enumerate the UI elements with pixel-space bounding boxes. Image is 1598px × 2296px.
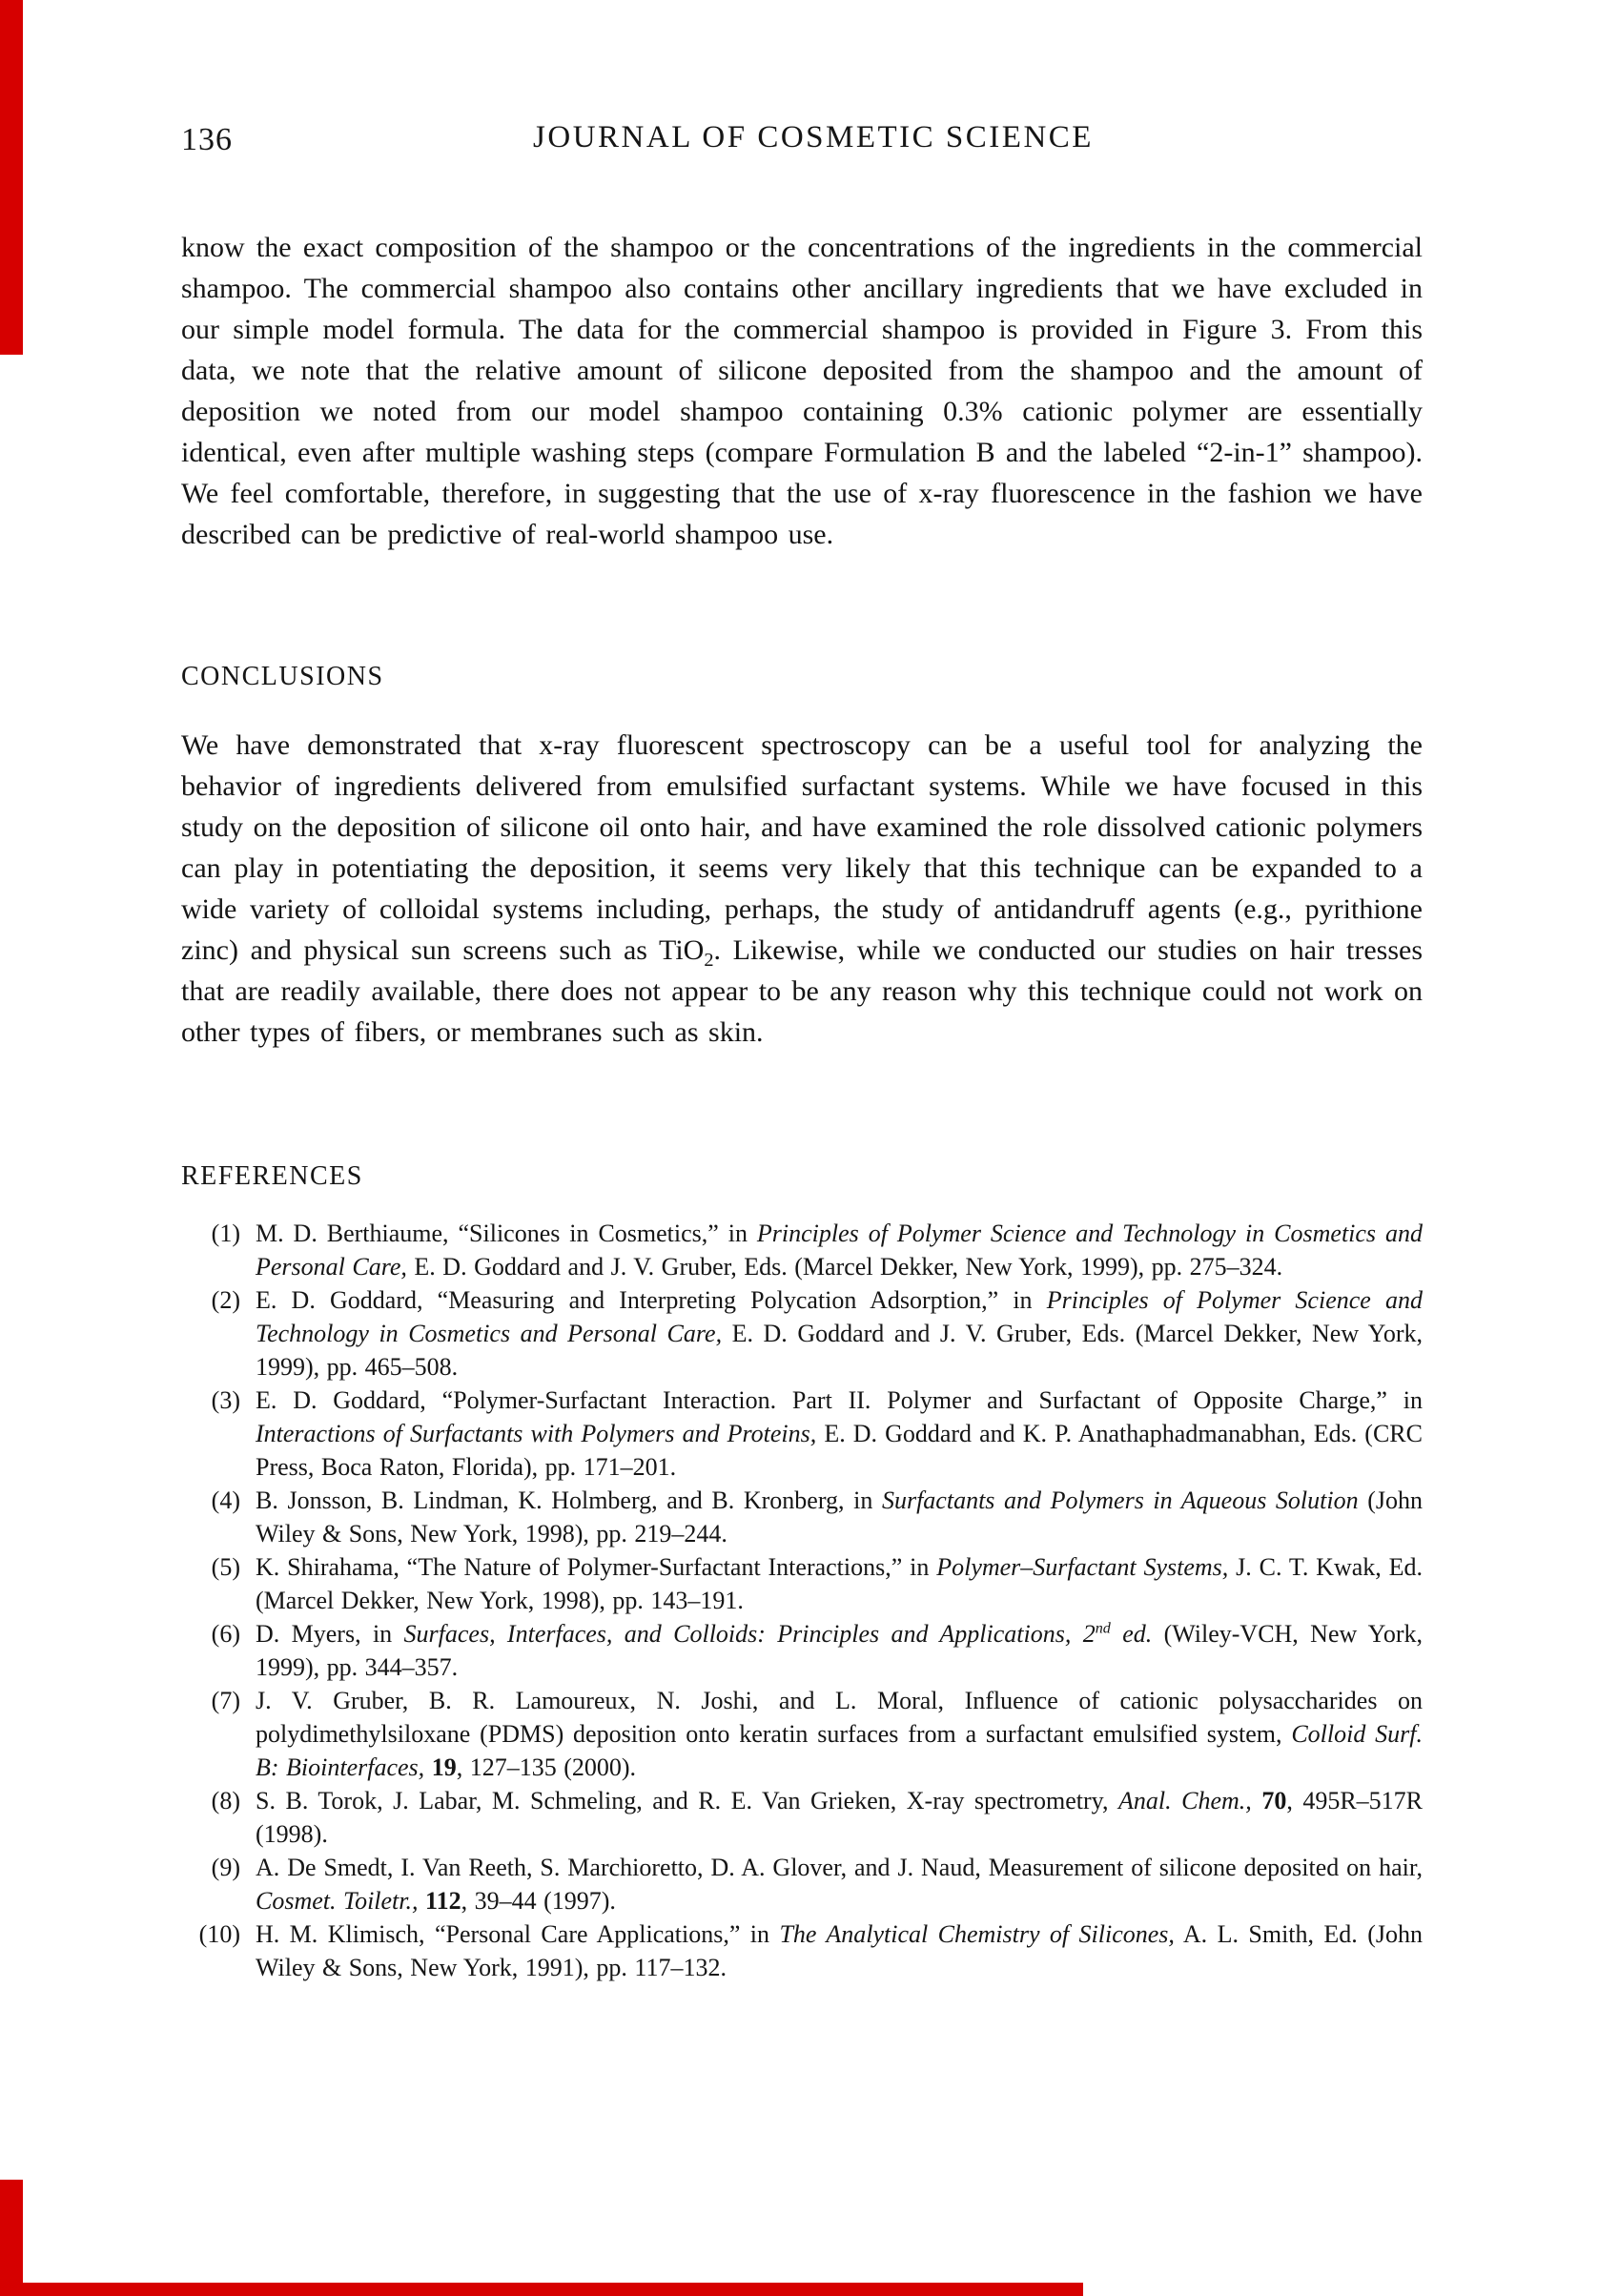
text-segment: Anal. Chem., xyxy=(1117,1787,1252,1814)
intro-paragraph: know the exact composition of the shampoo or the concentrations of the ingredients in the commercial shampoo. The commercial shampoo also contains other ancillary ingredients that we have excluded in our simple model formula. The data for the commercial shampoo is provided in Figure 3. From this data, we note that the relative amount of silicone deposited from the shampoo and the amount of deposition we noted from our model shampoo containing 0.3% cationic polymer are essentially identical, even after multiple washing steps (compare Formulation B and the labeled “2-in-1” shampoo). We feel comfortable, therefore, in suggesting that the use of x-ray fluorescence in the fashion we have described can be predictive of real-world shampoo use. xyxy=(181,232,1423,550)
scan-artifact-strip-bottom xyxy=(0,2283,1083,2296)
text-segment: Surfaces, Interfaces, and Colloids: Principles and Applications, xyxy=(403,1620,1072,1648)
reference-number: (1) xyxy=(211,1220,240,1247)
page-number: 136 xyxy=(181,122,233,157)
reference-text xyxy=(256,1286,1423,1381)
text-segment: J. C. T. Kwak, Ed. (Marcel Dekker, New York, 1998), pp. 143–191. xyxy=(256,1553,1423,1614)
text-segment: Polymer–Surfactant Systems, xyxy=(936,1553,1229,1581)
reference-number: (5) xyxy=(211,1553,240,1581)
text-segment: B. Jonsson, B. Lindman, K. Holmberg, and B. Kronberg, in xyxy=(256,1486,882,1514)
reference-item xyxy=(181,1384,1423,1484)
text-segment: 2 xyxy=(1071,1620,1096,1648)
reference-item xyxy=(181,1784,1423,1851)
text-segment: E. D. Goddard and J. V. Gruber, Eds. (Marcel Dekker, New York, 1999), pp. 275–324. xyxy=(406,1253,1283,1281)
text-segment: D. Myers, in xyxy=(256,1620,404,1648)
reference-number: (3) xyxy=(211,1386,240,1414)
reference-text xyxy=(256,1687,1423,1781)
text-segment: E. D. Goddard and J. V. Gruber, Eds. (Marcel Dekker, New York, 1999), pp. 465–508. xyxy=(256,1320,1423,1381)
text-segment: , 39–44 (1997). xyxy=(461,1887,616,1915)
text-segment: 70 xyxy=(1261,1787,1287,1814)
reference-number: (10) xyxy=(198,1920,240,1948)
journal-title: JOURNAL OF COSMETIC SCIENCE xyxy=(533,120,1094,154)
text-segment: S. B. Torok, J. Labar, M. Schmeling, and R. E. Van Grieken, X-ray spectrometry, xyxy=(256,1787,1118,1814)
reference-item xyxy=(181,1550,1423,1617)
reference-number: (6) xyxy=(211,1620,240,1648)
reference-item xyxy=(181,1484,1423,1550)
reference-text xyxy=(256,1620,1423,1681)
text-segment xyxy=(1252,1787,1262,1814)
text-segment: 112 xyxy=(425,1887,461,1915)
text-segment: Surfactants and Polymers in Aqueous Solution xyxy=(881,1486,1359,1514)
references-heading: REFERENCES xyxy=(181,1161,363,1191)
reference-item xyxy=(181,1684,1423,1784)
text-segment: We have demonstrated that x-ray fluorescent spectroscopy can be a useful tool for analyzing the behavior of ingredients delivered from emulsified surfactant systems. While we have focused in this study on the deposition of silicone oil onto hair, and have examined the role dissolved cationic polymers can play in potentiating the deposition, it seems very likely that this technique can be expanded to a wide variety of colloidal systems including, perhaps, the study of antidandruff agents (e.g., pyrithione zinc) and physical sun screens such as TiO xyxy=(181,729,1423,966)
reference-number: (7) xyxy=(211,1687,240,1714)
text-segment: (John Wiley & Sons, New York, 1998), pp. 219–244. xyxy=(256,1486,1423,1548)
text-segment: J. V. Gruber, B. R. Lamoureux, N. Joshi, and L. Moral, Influence of cationic polysaccharides on polydimethylsiloxane (PDMS) deposition onto keratin surfaces from a surfactant emulsified system, xyxy=(256,1687,1423,1748)
text-segment: A. L. Smith, Ed. (John Wiley & Sons, New York, 1991), pp. 117–132. xyxy=(256,1920,1423,1981)
text-segment: M. D. Berthiaume, “Silicones in Cosmetics,” in xyxy=(256,1220,757,1247)
reference-item xyxy=(181,1851,1423,1917)
reference-text xyxy=(256,1220,1423,1281)
text-segment: Cosmet. Toiletr., xyxy=(256,1887,419,1915)
text-segment: The Analytical Chemistry of Silicones, xyxy=(779,1920,1175,1948)
reference-text xyxy=(256,1553,1423,1614)
text-segment: , 127–135 (2000). xyxy=(456,1753,637,1781)
text-segment: 19 xyxy=(431,1753,457,1781)
reference-text xyxy=(256,1787,1423,1848)
text-segment: Colloid Surf. B: Biointerfaces, xyxy=(256,1720,1423,1781)
text-segment: A. De Smedt, I. Van Reeth, S. Marchioretto, D. A. Glover, and J. Naud, Measurement of silicone deposited on hair, xyxy=(256,1854,1423,1881)
text-segment xyxy=(424,1753,432,1781)
reference-number: (9) xyxy=(211,1854,240,1881)
reference-text xyxy=(256,1920,1423,1981)
scan-artifact-strip-left-bottom xyxy=(0,2180,23,2296)
text-segment: nd xyxy=(1095,1620,1111,1637)
reference-number: (4) xyxy=(211,1486,240,1514)
text-segment: Interactions of Surfactants with Polymers and Proteins, xyxy=(256,1420,817,1447)
reference-item xyxy=(181,1617,1423,1684)
text-segment: . Likewise, while we conducted our studies on hair tresses that are readily available, there does not appear to be any reason why this technique could not work on other types of fibers, or membranes such as skin. xyxy=(181,934,1423,1048)
text-segment: , 495R–517R (1998). xyxy=(256,1787,1424,1848)
conclusions-paragraph xyxy=(181,725,1423,1053)
text-segment: Principles of Polymer Science and Technology in Cosmetics and Personal Care, xyxy=(256,1286,1423,1347)
references-list xyxy=(181,1217,1423,1984)
reference-text xyxy=(256,1386,1423,1481)
text-segment: 2 xyxy=(704,950,714,971)
page-header xyxy=(181,120,1423,162)
reference-number: (8) xyxy=(211,1787,240,1814)
text-segment: E. D. Goddard, “Measuring and Interpreting Polycation Adsorption,” in xyxy=(256,1286,1047,1314)
text-segment: E. D. Goddard and K. P. Anathaphadmanabhan, Eds. (CRC Press, Boca Raton, Florida), pp. 171–201. xyxy=(256,1420,1423,1481)
conclusions-heading: CONCLUSIONS xyxy=(181,662,384,691)
text-segment: ed. xyxy=(1110,1620,1153,1648)
text-segment: K. Shirahama, “The Nature of Polymer-Surfactant Interactions,” in xyxy=(256,1553,937,1581)
text-segment: (Wiley-VCH, New York, 1999), pp. 344–357. xyxy=(256,1620,1424,1681)
reference-text xyxy=(256,1854,1423,1915)
text-segment xyxy=(419,1887,426,1915)
reference-item xyxy=(181,1283,1423,1384)
reference-item xyxy=(181,1917,1423,1984)
reference-text xyxy=(256,1486,1423,1548)
reference-number: (2) xyxy=(211,1286,240,1314)
text-segment: Principles of Polymer Science and Technology in Cosmetics and Personal Care, xyxy=(256,1220,1423,1281)
text-segment: E. D. Goddard, “Polymer-Surfactant Interaction. Part II. Polymer and Surfactant of Opposite Charge,” in xyxy=(256,1386,1423,1414)
scan-artifact-strip-left-top xyxy=(0,0,23,355)
text-segment: H. M. Klimisch, “Personal Care Applications,” in xyxy=(256,1920,780,1948)
reference-item xyxy=(181,1217,1423,1283)
